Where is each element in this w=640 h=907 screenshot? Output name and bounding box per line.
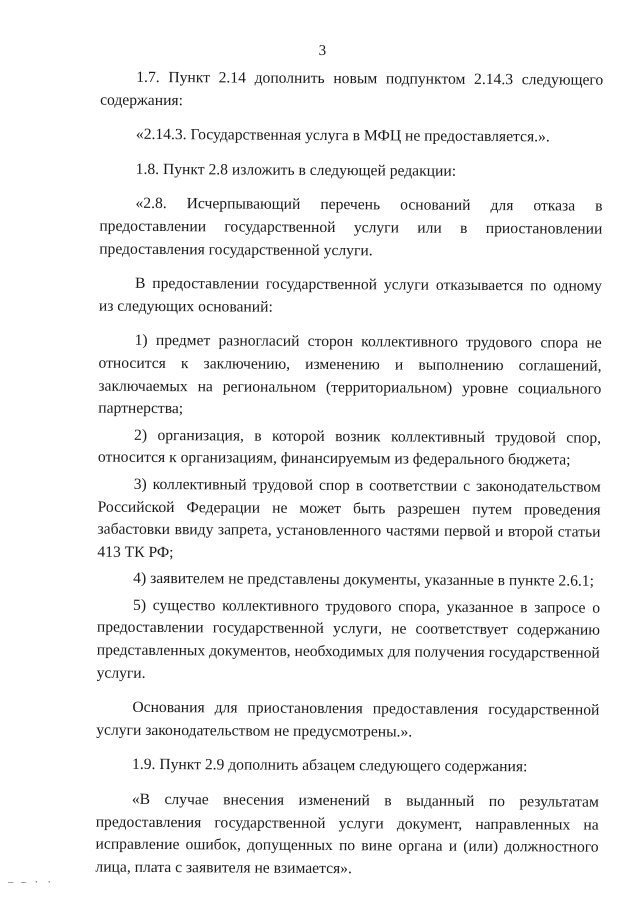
page-number: 3 <box>318 42 327 60</box>
list-item-1: 1) предмет разногласий сторон коллективного трудового спора не относится к заключению, изменению и выполнению соглашений, заключаемых на региональном (территориальном) уровне социального партнерства; <box>98 332 602 418</box>
paragraph-1-7: 1.7. Пункт 2.14 дополнить новым подпунктом 2.14.3 следующего содержания: <box>100 68 604 109</box>
paragraph-2-9-quote: «В случае внесения изменений в выданный по результатам предоставления государственной услуги документ, направленных на исправление ошибок, допущенных по вине органа и (или) должностного лица, плата с заявителя не взимается». <box>95 790 599 878</box>
document-body <box>95 67 603 882</box>
paragraph-2-8-quote: «2.8. Исчерпывающий перечень оснований для отказа в предоставлении государственной услуги или в приостановлении предоставления государственной услуги. <box>99 195 603 259</box>
paragraph-1-8: 1.8. Пункт 2.8 изложить в следующей редакции: <box>135 160 457 180</box>
paragraph-refusal-intro: В предоставлении государственной услуги отказывается по одному из следующих оснований: <box>98 275 603 316</box>
list-item-4: 4) заявителем не представлены документы, указанные в пункте 2.6.1; <box>133 570 595 590</box>
list-item-2: 2) организация, в которой возник коллективный трудовой спор, относится к организациям, финансируемым из федерального бюджета; <box>97 426 602 469</box>
list-item-3: 3) коллективный трудовой спор в соответствии с законодательством Российской Федерации не может быть разрешен путем проведения забастовки ввиду запрета, установленного частями первой и второй статьи 413 ТК РФ; <box>97 475 601 561</box>
list-item-5: 5) существо коллективного трудового спора, указанное в запросе о предоставлении государственной услуги, не соответствует содержанию представленных документов, необходимых для получения государственной услуги. <box>96 596 601 682</box>
paragraph-2-14-3-quote: «2.14.3. Государственная услуга в МФЦ не предоставляется.». <box>135 126 550 146</box>
paragraph-1-9: 1.9. Пункт 2.9 дополнить абзацем следующего содержания: <box>132 756 528 776</box>
paragraph-suspension-grounds: Основания для приостановления предоставления государственной услуги законодательством не предусмотрены.». <box>96 699 600 741</box>
scan-footer-mark: — — · · <box>8 878 53 888</box>
